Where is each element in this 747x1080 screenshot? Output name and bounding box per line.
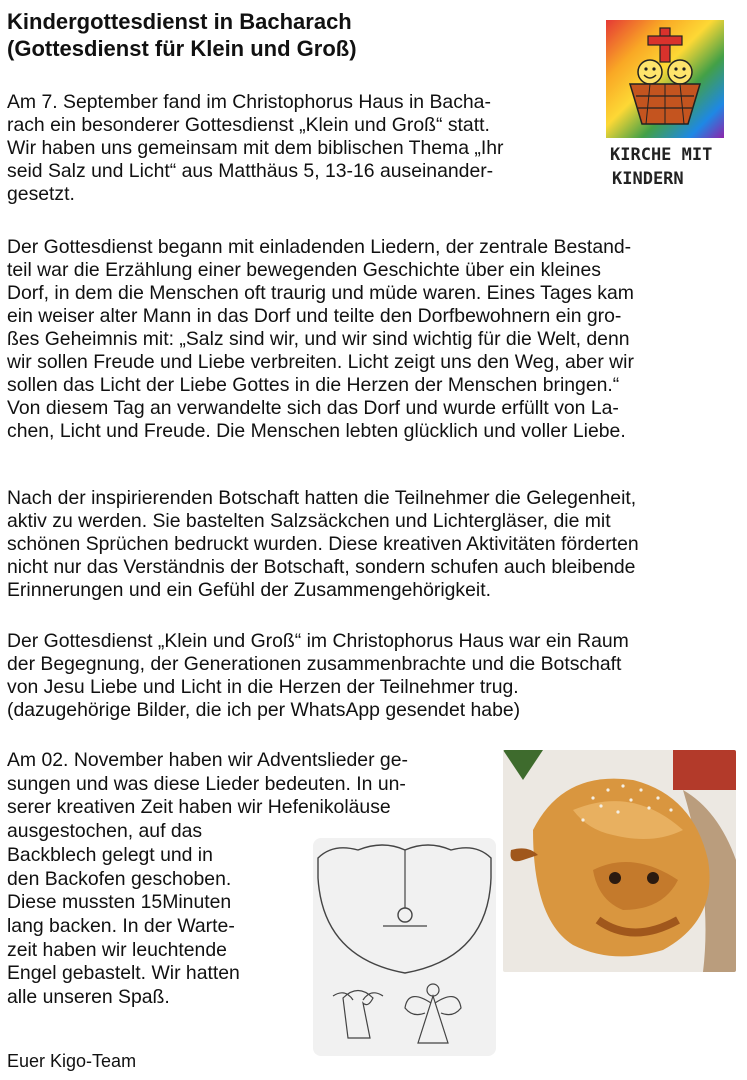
text-line: Dorf, in dem die Menschen oft traurig und müde waren. Eines Tages kam bbox=[7, 282, 634, 304]
text-line: (dazugehörige Bilder, die ich per WhatsApp gesendet habe) bbox=[7, 699, 521, 721]
text-line: chen, Licht und Freude. Die Menschen lebten glücklich und voller Liebe. bbox=[7, 420, 626, 442]
title-line: Kindergottesdienst in Bacharach bbox=[7, 9, 352, 34]
kirche-mit-kindern-logo bbox=[606, 20, 724, 190]
text-line: nicht nur das Verständnis der Botschaft, sondern schufen auch bleibende bbox=[7, 556, 636, 578]
text-line: aktiv zu werden. Sie bastelten Salzsäckchen und Lichtergläser, die mit bbox=[7, 510, 611, 532]
text-line: Erinnerungen und ein Gefühl der Zusammengehörigkeit. bbox=[7, 579, 491, 601]
text-line: schönen Sprüchen bedruckt wurden. Diese kreativen Aktivitäten förderten bbox=[7, 533, 639, 555]
paragraph-2 bbox=[7, 236, 634, 443]
text-line: Der Gottesdienst „Klein und Groß“ im Christophorus Haus war ein Raum bbox=[7, 630, 629, 652]
paragraph-1 bbox=[7, 91, 503, 206]
text-line: wir sollen Freude und Liebe verbreiten. Licht zeigt uns den Weg, aber wir bbox=[7, 351, 634, 373]
text-line: seid Salz und Licht“ aus Matthäus 5, 13-16 auseinander- bbox=[7, 160, 494, 182]
text-line: gesetzt. bbox=[7, 183, 75, 205]
text-line: Am 02. November haben wir Adventslieder ge- bbox=[7, 749, 408, 771]
text-line: der Begegnung, der Generationen zusammenbrachte und die Botschaft bbox=[7, 653, 622, 675]
title-line: (Gottesdienst für Klein und Groß) bbox=[7, 36, 357, 61]
text-line: Diese mussten 15Minuten bbox=[7, 891, 232, 914]
text-line: Engel gebastelt. Wir hatten bbox=[7, 962, 240, 985]
paragraph-3 bbox=[7, 487, 639, 602]
logo-text-line2: KINDERN bbox=[612, 169, 684, 189]
text-line: ein weiser alter Mann in das Dorf und teilte den Dorfbewohnern ein gro- bbox=[7, 305, 622, 327]
angel-craft-template bbox=[313, 838, 496, 1056]
text-line: ausgestochen, auf das bbox=[7, 820, 203, 843]
text-line: Von diesem Tag an verwandelte sich das Dorf und wurde erfüllt von La- bbox=[7, 397, 619, 419]
hefenikolaus-photo bbox=[503, 750, 736, 972]
text-line: Backblech gelegt und in bbox=[7, 843, 213, 866]
text-line: sungen und was diese Lieder bedeuten. In un- bbox=[7, 772, 406, 795]
text-line: alle unseren Spaß. bbox=[7, 986, 170, 1009]
text-line: rach ein besonderer Gottesdienst „Klein und Groß“ statt. bbox=[7, 114, 490, 136]
text-line: teil war die Erzählung einer bewegenden Geschichte über ein kleines bbox=[7, 259, 601, 281]
text-line: Der Gottesdienst begann mit einladenden Liedern, der zentrale Bestand- bbox=[7, 236, 632, 258]
paragraph-4 bbox=[7, 630, 629, 722]
text-line: Nach der inspirierenden Botschaft hatten die Teilnehmer die Gelegenheit, bbox=[7, 487, 637, 509]
signature: Euer Kigo-Team bbox=[7, 1051, 137, 1071]
logo-text-line1: KIRCHE MIT bbox=[610, 145, 713, 165]
text-line: den Backofen geschoben. bbox=[7, 867, 232, 890]
text-line: lang backen. In der Warte- bbox=[7, 914, 235, 937]
text-line: ßes Geheimnis mit: „Salz sind wir, und wir sind wichtig für die Welt, denn bbox=[7, 328, 630, 350]
text-line: Am 7. September fand im Christophorus Haus in Bacha- bbox=[7, 91, 491, 113]
text-line: serer kreativen Zeit haben wir Hefenikoläuse bbox=[7, 796, 391, 819]
text-line: von Jesu Liebe und Licht in die Herzen der Teilnehmer trug. bbox=[7, 676, 519, 698]
text-line: Wir haben uns gemeinsam mit dem biblischen Thema „Ihr bbox=[7, 137, 504, 159]
text-line: sollen das Licht der Liebe Gottes in die Herzen der Menschen bringen.“ bbox=[7, 374, 620, 396]
text-line: zeit haben wir leuchtende bbox=[7, 938, 227, 961]
page-title bbox=[7, 8, 357, 62]
